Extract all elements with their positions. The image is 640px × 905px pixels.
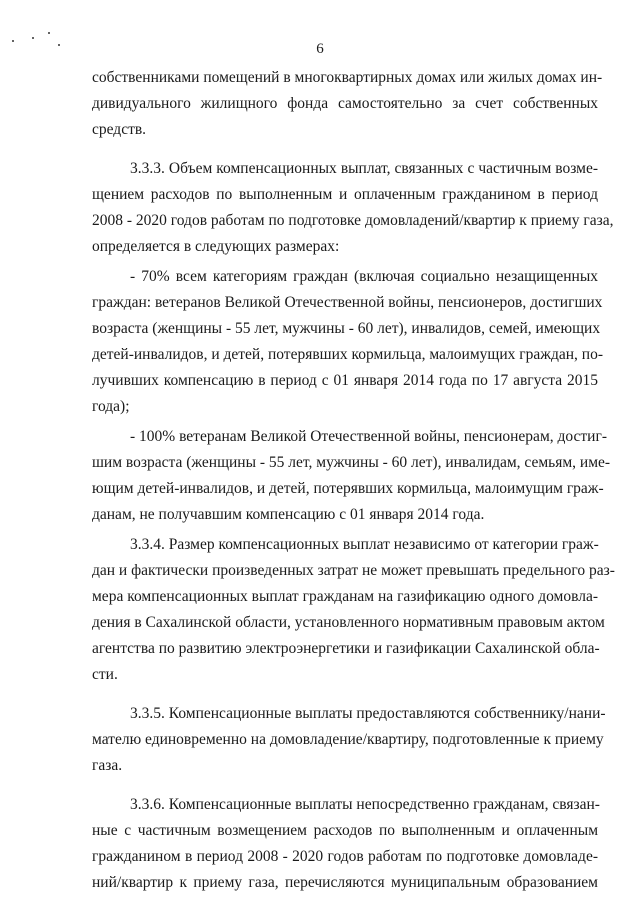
paragraph-3-3-3 — [92, 156, 614, 260]
text-line: собственниками помещений в многоквартирных домах или жилых домах ин- — [92, 69, 603, 86]
text-line: 3.3.6. Компенсационные выплаты непосредственно гражданам, связан- — [130, 796, 600, 813]
text-line: сти. — [92, 666, 118, 683]
page-number: 6 — [316, 41, 324, 57]
text-line: граждан: ветеранов Великой Отечественной войны, пенсионеров, достигших — [92, 294, 603, 311]
text-line: дения в Сахалинской области, установленного нормативным правовым актом — [92, 614, 605, 631]
text-line: ний/квартир к приему газа, перечисляются муниципальным образованием — [92, 874, 598, 891]
text-line: дан и фактически произведенных затрат не может превышать предельного раз- — [92, 562, 615, 579]
text-line: данам, не получавшим компенсацию с 01 января 2014 года. — [92, 506, 485, 523]
text-line: шим возраста (женщины - 55 лет, мужчины - 60 лет), инвалидам, семьям, име- — [92, 454, 611, 471]
text-line: ющим детей-инвалидов, и детей, потерявших кормильца, малоимущим граж- — [92, 480, 604, 497]
paragraph-3-3-4 — [92, 532, 615, 688]
text-line: гражданином в период 2008 - 2020 годов работам по подготовке домовладе- — [92, 848, 598, 865]
text-line: 3.3.4. Размер компенсационных выплат независимо от категории граж- — [130, 536, 599, 553]
text-line: ные с частичным возмещением расходов по выполненным и оплаченным — [92, 822, 598, 839]
text-line: щением расходов по выполненным и оплаченным гражданином в период — [92, 186, 598, 203]
text-line: детей-инвалидов, и детей, потерявших кормильца, малоимущих граждан, по- — [92, 346, 603, 363]
text-line: года); — [92, 398, 130, 415]
text-line: лучивших компенсацию в период с 01 января 2014 года по 17 августа 2015 — [92, 372, 598, 389]
text-line: - 100% ветеранам Великой Отечественной войны, пенсионерам, достиг- — [130, 428, 607, 445]
text-line: определяется в следующих размерах: — [92, 238, 340, 255]
paragraph-3-3-6 — [92, 792, 598, 896]
text-line: мателю единовременно на домовладение/квартиру, подготовленные к приему — [92, 731, 604, 748]
text-line: мера компенсационных выплат гражданам на газификацию одного домовла- — [92, 588, 598, 605]
list-item-100-percent — [92, 424, 611, 528]
document-body — [92, 65, 615, 896]
paragraph — [92, 65, 603, 143]
list-item-70-percent — [92, 264, 603, 420]
text-line: газа. — [92, 757, 123, 774]
text-line: средств. — [92, 121, 147, 138]
text-line: 3.3.3. Объем компенсационных выплат, связанных с частичным возме- — [130, 160, 598, 177]
text-line: 3.3.5. Компенсационные выплаты предоставляются собственнику/нани- — [130, 705, 606, 722]
text-line: возраста (женщины - 55 лет, мужчины - 60 лет), инвалидов, семей, имеющих — [92, 320, 601, 337]
text-line: 2008 - 2020 годов работам по подготовке домовладений/квартир к приему газа, — [92, 212, 614, 229]
text-line: агентства по развитию электроэнергетики и газификации Сахалинской обла- — [92, 640, 600, 657]
paragraph-3-3-5 — [92, 701, 606, 779]
text-line: - 70% всем категориям граждан (включая социально незащищенных — [130, 268, 598, 285]
text-line: дивидуального жилищного фонда самостоятельно за счет собственных — [92, 95, 598, 112]
